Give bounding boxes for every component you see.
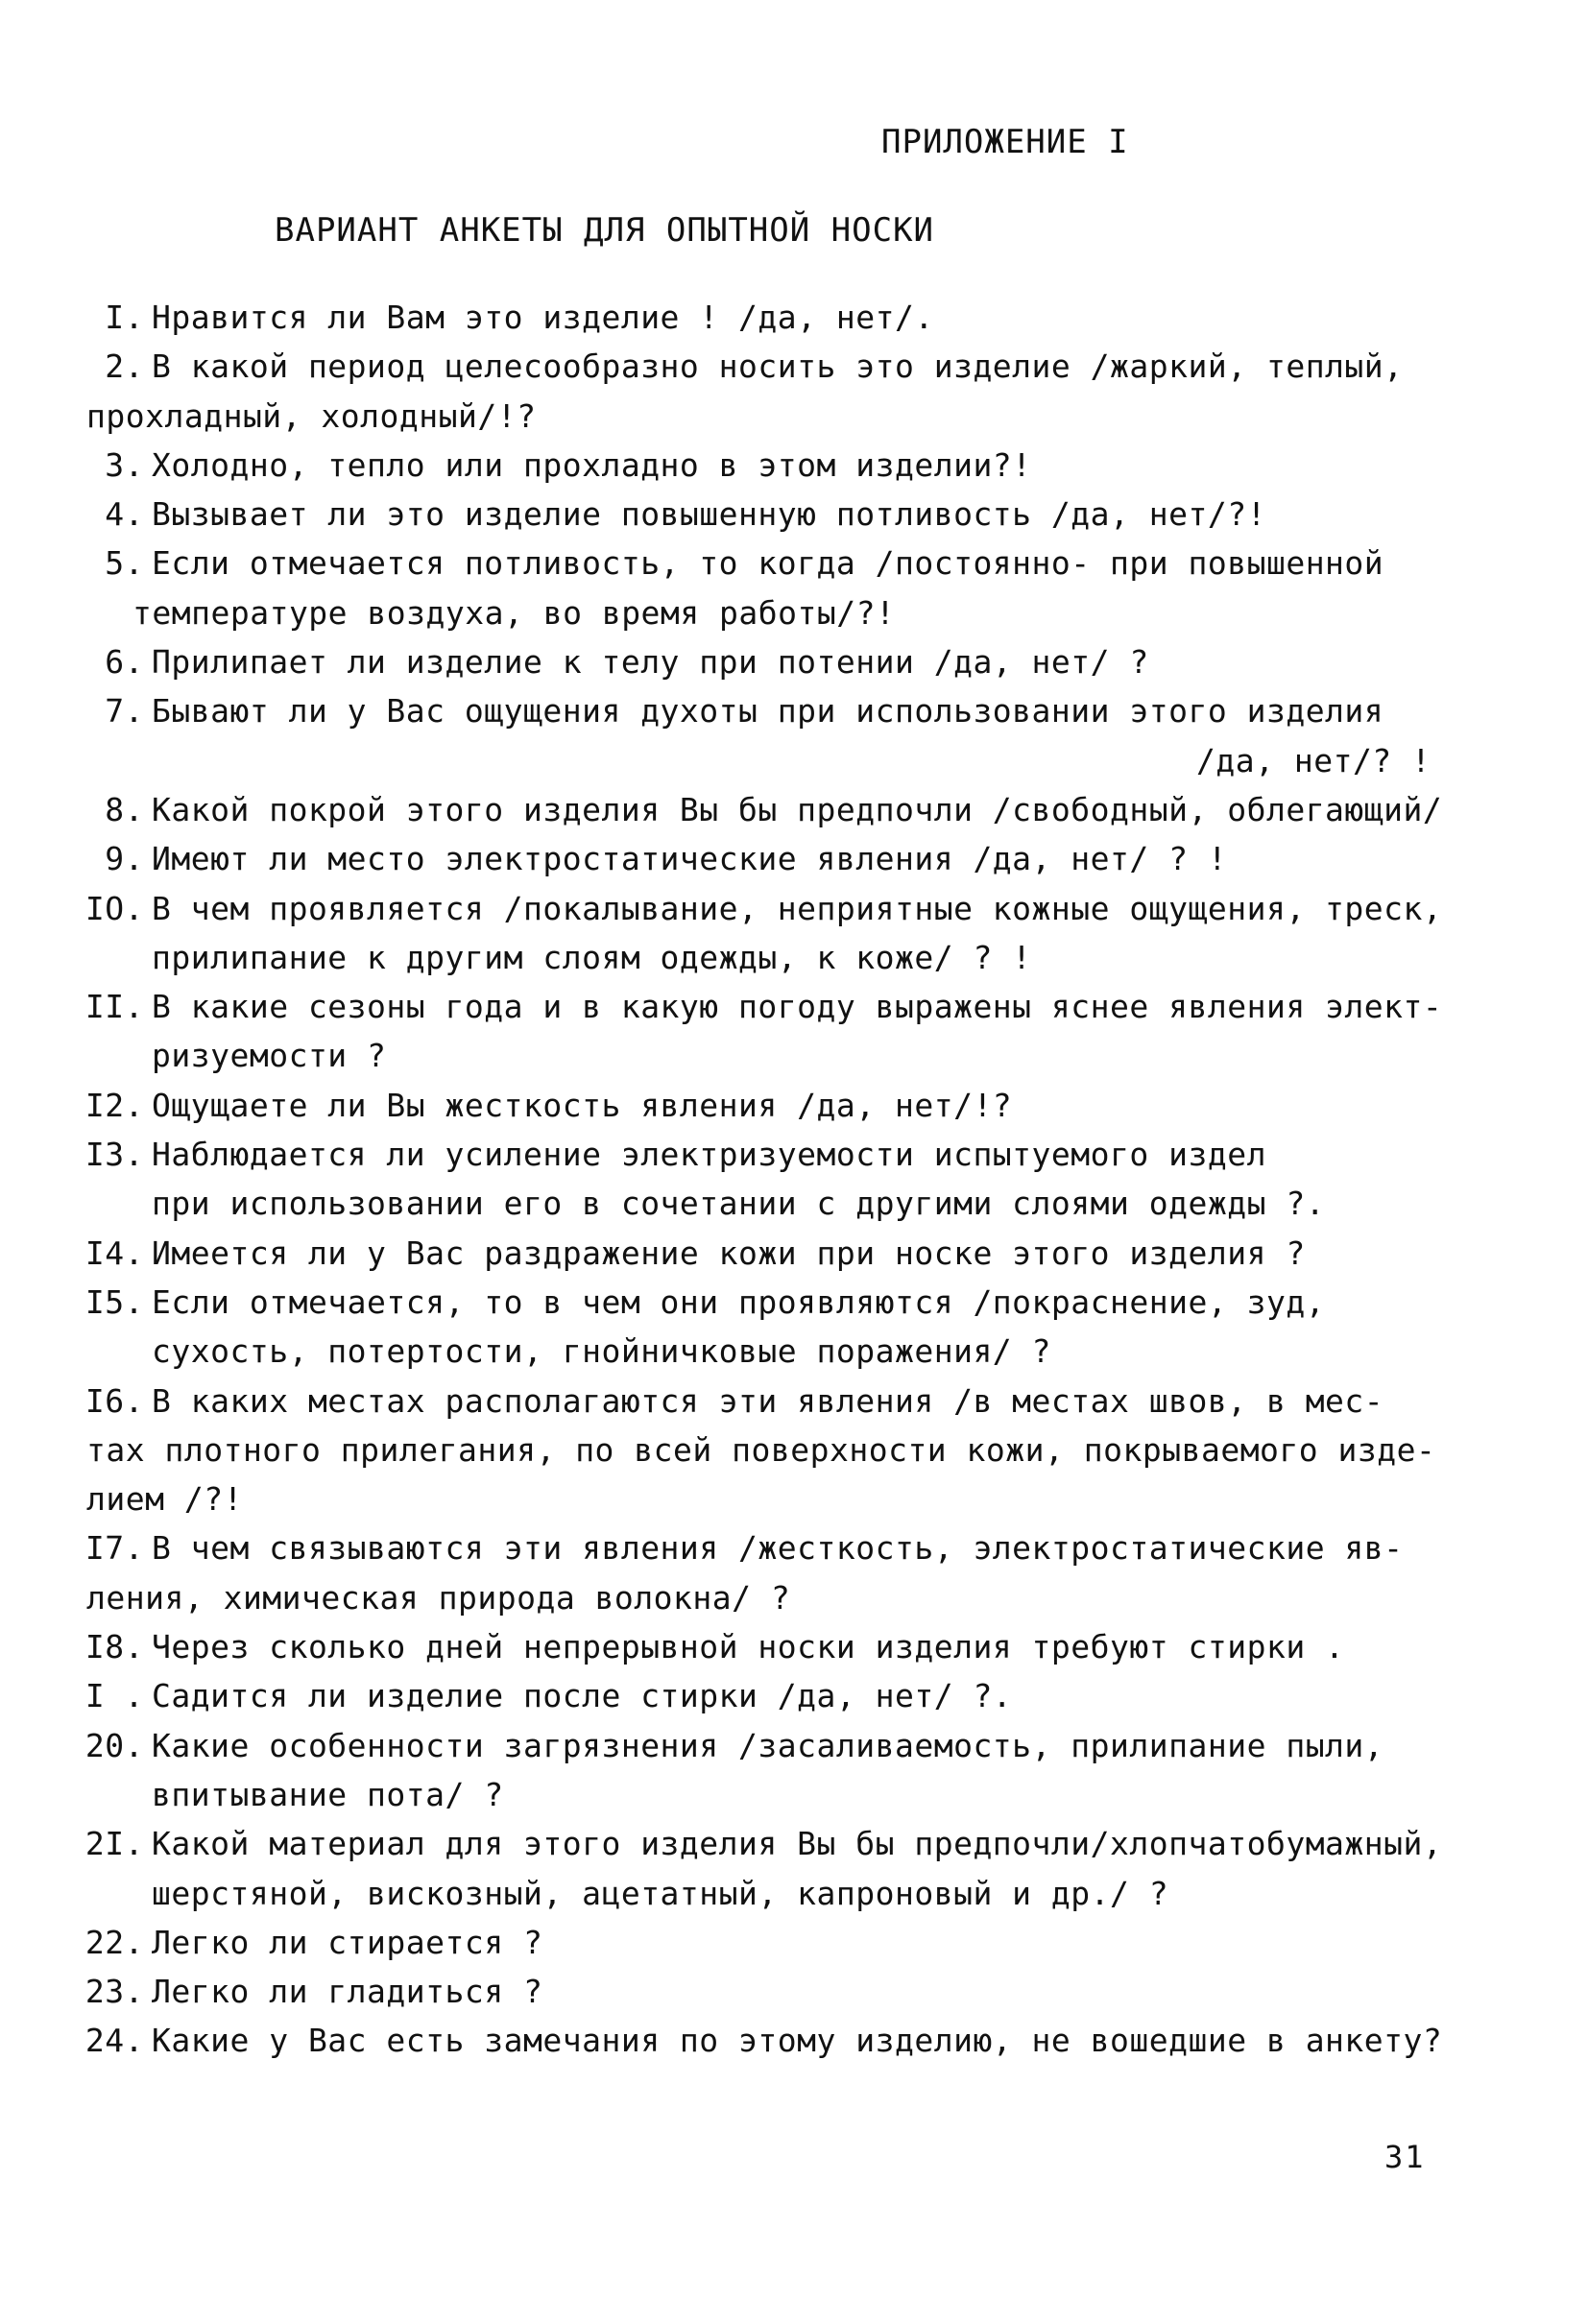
question-text: Бывают ли у Вас ощущения духоты при использовании этого изделия — [152, 692, 1384, 731]
question-text: В каких местах располагаются эти явления /в местах швов, в мес- — [152, 1381, 1384, 1420]
page-number: 31 — [1384, 2139, 1426, 2175]
question-18 — [73, 1622, 1513, 1671]
question-3 — [73, 441, 1513, 490]
question-text: Садится ли изделие после стирки /да, нет/ ?. — [152, 1677, 1013, 1715]
question-text: Имеется ли у Вас раздражение кожи при носке этого изделия ? — [152, 1234, 1306, 1272]
question-text: Если отмечается, то в чем они проявляются /покраснение, зуд, — [152, 1282, 1326, 1321]
question-16-continuation: тах плотного прилегания, по всей поверхности кожи, покрываемого изде- — [86, 1430, 1436, 1469]
question-1 — [73, 293, 1513, 342]
question-17-continuation: ления, химическая природа волокна/ ? — [86, 1578, 791, 1617]
question-16 — [73, 1377, 1513, 1426]
question-text: В чем проявляется /покалывание, неприятные кожные ощущения, треск, — [152, 889, 1443, 927]
question-17 — [73, 1523, 1513, 1572]
question-number: I8. — [84, 1628, 144, 1666]
question-19 — [73, 1671, 1513, 1720]
question-text: В какой период целесообразно носить это изделие /жаркий, теплый, — [152, 347, 1404, 386]
question-number: 5. — [105, 544, 144, 583]
question-15-continuation: сухость, потертости, гнойничковые поражения/ ? — [152, 1332, 1051, 1371]
question-11 — [73, 982, 1513, 1031]
question-number: 22. — [84, 1923, 144, 1961]
question-number: 20. — [84, 1726, 144, 1764]
question-text: В какие сезоны года и в какую погоду выражены яснее явления элект- — [152, 988, 1443, 1026]
question-11-continuation: ризуемости ? — [152, 1037, 387, 1075]
question-20 — [73, 1721, 1513, 1770]
question-15 — [73, 1278, 1513, 1327]
question-text: Какой материал для этого изделия Вы бы предпочли/хлопчатобумажный, — [152, 1825, 1443, 1863]
question-number: I2. — [84, 1086, 144, 1124]
question-text: Нравится ли Вам это изделие ! /да, нет/. — [152, 299, 934, 336]
question-text: Легко ли гладиться ? — [152, 1973, 543, 2011]
question-number: 6. — [105, 643, 144, 682]
question-number: I3. — [84, 1136, 144, 1174]
question-number: 4. — [105, 495, 144, 534]
question-10 — [73, 884, 1513, 933]
question-21 — [73, 1819, 1513, 1868]
question-number: I. — [105, 299, 144, 336]
question-22 — [73, 1918, 1513, 1967]
question-number: II. — [84, 988, 144, 1026]
question-9 — [73, 834, 1513, 883]
question-number: 9. — [105, 840, 144, 878]
questionnaire-list — [73, 293, 1513, 2066]
question-text: Какие у Вас есть замечания по этому изделию, не вошедшие в анкету? — [152, 2022, 1443, 2060]
question-21-continuation: шерстяной, вискозный, ацетатный, капроновый и др./ ? — [152, 1874, 1169, 1912]
question-number: I . — [84, 1677, 144, 1715]
question-text: Прилипает ли изделие к телу при потении /да, нет/ ? — [152, 643, 1149, 682]
question-4 — [73, 490, 1513, 539]
question-number: 23. — [84, 1973, 144, 2011]
question-20-continuation: впитывание пота/ ? — [152, 1775, 504, 1813]
question-2-continuation: прохладный, холодный/!? — [86, 396, 537, 435]
question-7 — [73, 686, 1513, 735]
question-14 — [73, 1229, 1513, 1278]
question-13-continuation: при использовании его в сочетании с другими слоями одежды ?. — [152, 1185, 1326, 1223]
question-number: 24. — [84, 2022, 144, 2060]
question-number: I7. — [84, 1529, 144, 1568]
question-16-continuation-2: лием /?! — [86, 1480, 243, 1519]
question-number: I6. — [84, 1381, 144, 1420]
question-number: 8. — [105, 790, 144, 828]
question-24 — [73, 2016, 1513, 2065]
question-13 — [73, 1130, 1513, 1179]
question-5 — [73, 539, 1513, 587]
question-text: Через сколько дней непрерывной носки изделия требуют стирки . — [152, 1628, 1345, 1666]
question-7-continuation: /да, нет/? ! — [1196, 741, 1432, 779]
question-number: 7. — [105, 692, 144, 731]
question-2 — [73, 342, 1513, 391]
question-number: 2I. — [84, 1825, 144, 1863]
question-8 — [73, 785, 1513, 834]
question-12 — [73, 1081, 1513, 1130]
question-text: Какой покрой этого изделия Вы бы предпочли /свободный, облегающий/ — [152, 790, 1443, 828]
question-number: I4. — [84, 1234, 144, 1272]
question-text: Холодно, тепло или прохладно в этом изделии?! — [152, 445, 1032, 484]
question-text: Имеют ли место электростатические явления /да, нет/ ? ! — [152, 840, 1228, 878]
question-text: Вызывает ли это изделие повышенную потливость /да, нет/?! — [152, 495, 1266, 534]
question-number: IO. — [84, 889, 144, 927]
question-number: 3. — [105, 445, 144, 484]
question-6 — [73, 637, 1513, 686]
appendix-label: ПРИЛОЖЕНИЕ I — [881, 123, 1129, 161]
question-text: Ощущаете ли Вы жесткость явления /да, нет/!? — [152, 1086, 1013, 1124]
document-title: ВАРИАНТ АНКЕТЫ ДЛЯ ОПЫТНОЙ НОСКИ — [275, 211, 935, 250]
question-text: Наблюдается ли усиление электризуемости испытуемого издел — [152, 1136, 1266, 1174]
question-text: В чем связываются эти явления /жесткость, электростатические яв- — [152, 1529, 1404, 1568]
question-number: 2. — [105, 347, 144, 386]
question-number: I5. — [84, 1282, 144, 1321]
question-text: Если отмечается потливость, то когда /постоянно- при повышенной — [152, 544, 1384, 583]
question-23 — [73, 1967, 1513, 2016]
question-text: Какие особенности загрязнения /засаливаемость, прилипание пыли, — [152, 1726, 1384, 1764]
question-5-continuation: температуре воздуха, во время работы/?! — [132, 593, 896, 632]
question-text: Легко ли стирается ? — [152, 1923, 543, 1961]
question-10-continuation: прилипание к другим слоям одежды, к коже/ ? ! — [152, 938, 1032, 976]
